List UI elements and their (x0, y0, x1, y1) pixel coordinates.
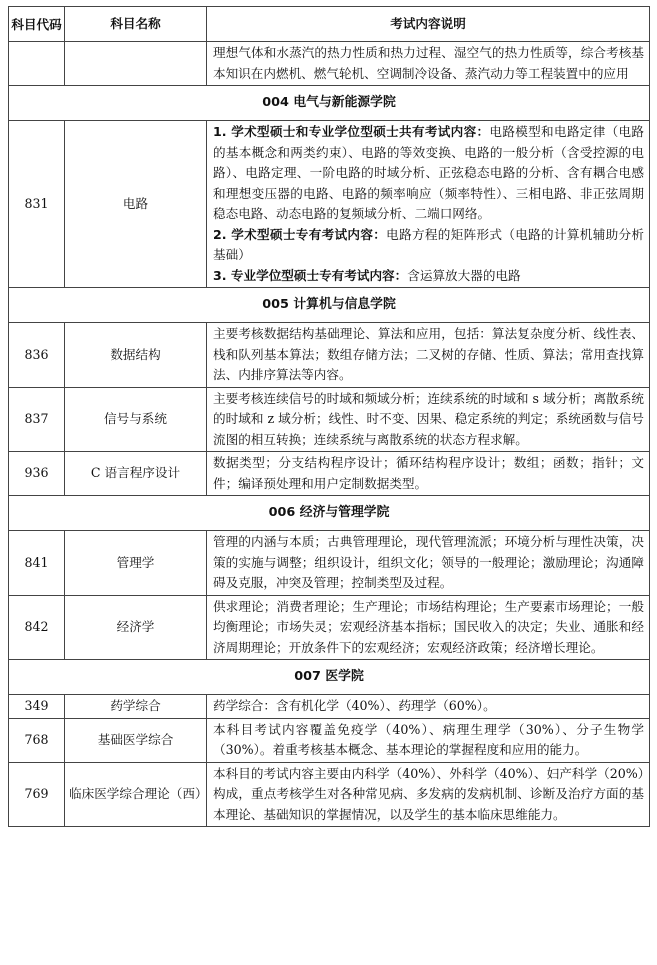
section-row (9, 496, 650, 531)
section-title: 005 计算机与信息学院 (9, 288, 650, 323)
subject-name: 数据结构 (65, 323, 207, 388)
table-row (9, 323, 650, 388)
subject-desc: 主要考核连续信号的时域和频域分析；连续系统的时域和 s 域分析；离散系统的时域和 z 域分析；线性、时不变、因果、稳定系统的判定；系统函数与信号流图的相互转换；连续系统与离散系统的状态方程求解。 (207, 387, 650, 452)
table-row (9, 531, 650, 596)
subject-desc: 本科目考试内容覆盖免疫学（40%）、病理生理学（30%）、分子生物学（30%）。着重考核基本概念、基本理论的掌握程度和应用的能力。 (207, 718, 650, 762)
subject-name: 经济学 (65, 595, 207, 660)
subject-name: 基础医学综合 (65, 718, 207, 762)
section-row (9, 86, 650, 121)
subject-code: 349 (9, 695, 65, 719)
exam-content-table (8, 6, 650, 827)
table-row (9, 42, 650, 86)
section-row (9, 660, 650, 695)
subject-desc: 主要考核数据结构基础理论、算法和应用，包括：算法复杂度分析、线性表、栈和队列基本算法；数组存储方法；二叉树的存储、性质、算法；常用查找算法、内排序算法等内容。 (207, 323, 650, 388)
subject-name: 信号与系统 (65, 387, 207, 452)
subject-desc: 本科目的考试内容主要由内科学（40%）、外科学（40%）、妇产科学（20%）构成，重点考核学生对各种常见病、多发病的发病机制、诊断及治疗方面的基本理论、基础知识的掌握情况，以及学生的基本临床思维能力。 (207, 762, 650, 827)
table-row (9, 387, 650, 452)
subject-desc: 理想气体和水蒸汽的热力性质和热力过程、湿空气的热力性质等，综合考核基本知识在内燃机、燃气轮机、空调制冷设备、蒸汽动力等工程装置中的应用 (207, 42, 650, 86)
table-header-row (9, 7, 650, 42)
table-row (9, 718, 650, 762)
section-row (9, 288, 650, 323)
subject-code: 768 (9, 718, 65, 762)
section-title: 004 电气与新能源学院 (9, 86, 650, 121)
desc-part (213, 225, 644, 266)
subject-code: 841 (9, 531, 65, 596)
subject-name: 管理学 (65, 531, 207, 596)
header-code: 科目代码 (9, 7, 65, 42)
desc-part-label: 1. 学术型硕士和专业学位型硕士共有考试内容： (213, 124, 490, 139)
desc-part-label: 2. 学术型硕士专有考试内容： (213, 226, 387, 242)
desc-part (213, 122, 644, 225)
desc-part-label: 3. 专业学位型硕士专有考试内容： (213, 267, 408, 283)
header-name: 科目名称 (65, 7, 207, 42)
subject-name: 药学综合 (65, 695, 207, 719)
header-desc: 考试内容说明 (207, 7, 650, 42)
desc-part-text: 电路模型和电路定律（电路的基本概念和两类约束）、电路的等效变换、电路的一般分析（含受控源的电路）、电路定理、一阶电路的时域分析、正弦稳态电路的分析、含有耦合电感和理想变压器的电路、电路的频率响应（频率特性）、三相电路、非正弦周期稳态电路、动态电路的复频域分析、二端口网络。 (213, 124, 645, 221)
subject-code: 842 (9, 595, 65, 660)
subject-name: 临床医学综合理论（西） (65, 762, 207, 827)
section-title: 007 医学院 (9, 660, 650, 695)
desc-part-text: 含运算放大器的电路 (407, 267, 521, 283)
subject-code: 936 (9, 452, 65, 496)
subject-desc: 药学综合：含有机化学（40%）、药理学（60%）。 (207, 695, 650, 719)
table-row (9, 595, 650, 660)
desc-part (213, 266, 644, 287)
desc-part-text: 电路方程的矩阵形式（电路的计算机辅助分析基础） (213, 226, 645, 262)
section-title: 006 经济与管理学院 (9, 496, 650, 531)
subject-desc: 供求理论；消费者理论；生产理论；市场结构理论；生产要素市场理论；一般均衡理论；市场失灵；宏观经济基本指标；国民收入的决定；失业、通胀和经济周期理论；开放条件下的宏观经济；宏观经济政策；经济增长理论。 (207, 595, 650, 660)
subject-name: 电路 (65, 121, 207, 288)
subject-code (9, 42, 65, 86)
subject-desc: 管理的内涵与本质；古典管理理论，现代管理流派；环境分析与理性决策，决策的实施与调整；组织设计，组织文化；领导的一般理论；激励理论；沟通障碍及克服，冲突及管理；控制类型及过程。 (207, 531, 650, 596)
subject-desc (207, 121, 650, 288)
table-row (9, 762, 650, 827)
subject-desc: 数据类型；分支结构程序设计；循环结构程序设计；数组；函数；指针；文件；编译预处理和用户定制数据类型。 (207, 452, 650, 496)
table-row (9, 121, 650, 288)
subject-name: C 语言程序设计 (65, 452, 207, 496)
subject-code: 831 (9, 121, 65, 288)
table-row (9, 452, 650, 496)
subject-code: 837 (9, 387, 65, 452)
table-row (9, 695, 650, 719)
subject-name (65, 42, 207, 86)
subject-code: 769 (9, 762, 65, 827)
subject-code: 836 (9, 323, 65, 388)
